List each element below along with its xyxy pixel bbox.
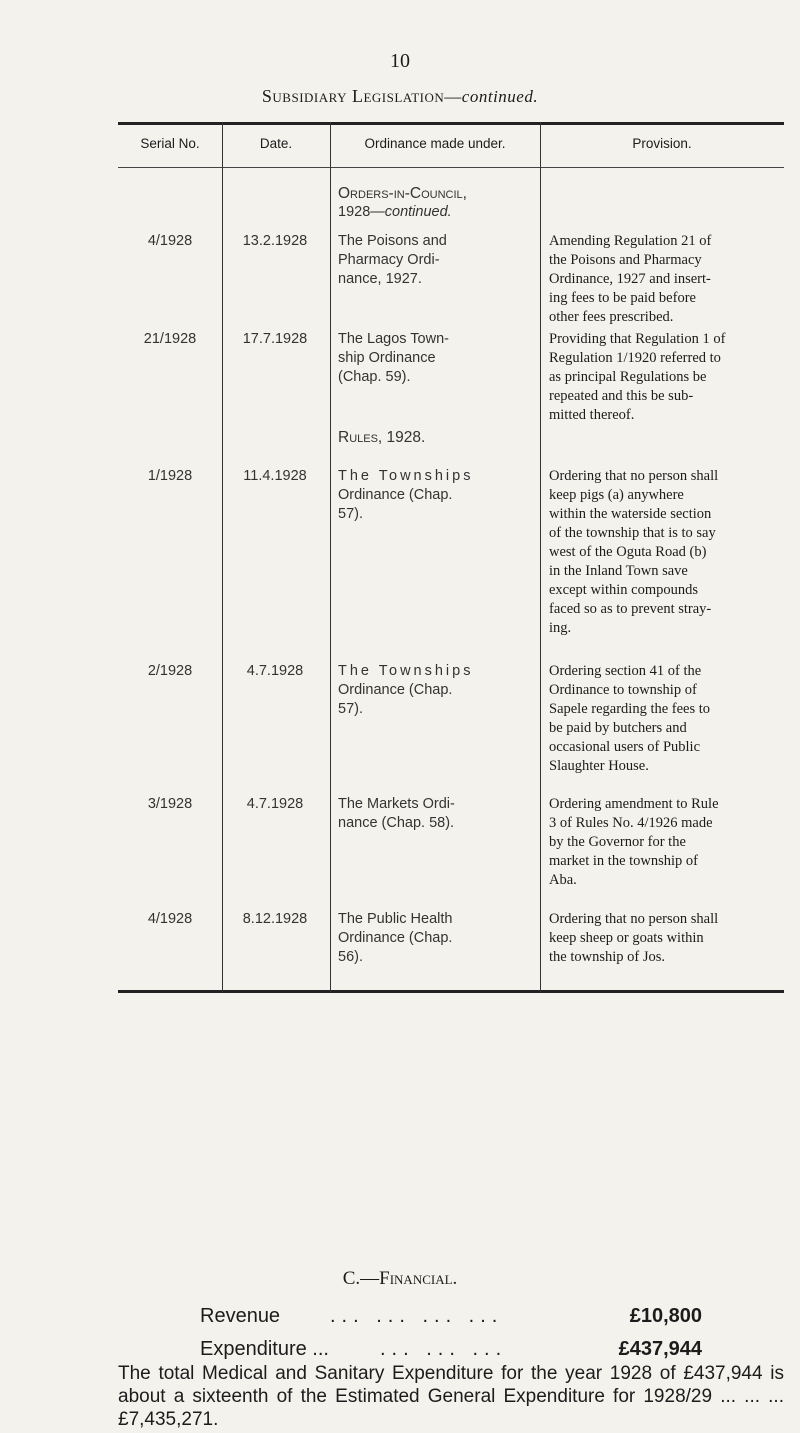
provision-line: other fees prescribed. xyxy=(549,309,674,325)
provision-line: within the waterside section xyxy=(549,506,712,522)
provision-line: market in the township of xyxy=(549,853,699,869)
table-row-provision xyxy=(549,910,784,967)
revenue-row xyxy=(200,1305,702,1328)
provision-line: in the Inland Town save xyxy=(549,563,688,579)
page-number: 10 xyxy=(390,50,410,72)
table-row-date: 4.7.1928 xyxy=(246,796,304,812)
column-divider-2 xyxy=(330,122,331,992)
section-orders-title: Orders-in-Council, xyxy=(338,185,467,202)
table-row-ordinance xyxy=(338,467,524,524)
table-row-serial: 21/1928 xyxy=(143,331,197,347)
section-rules-1928: Rules, 1928. xyxy=(338,429,426,446)
table-row-serial: 4/1928 xyxy=(147,233,193,249)
provision-line: Ordering that no person shall xyxy=(549,911,719,927)
provision-line: of the township that is to say xyxy=(549,525,716,541)
ordinance-line: The Markets Ordi- xyxy=(338,796,455,812)
provision-line: mitted thereof. xyxy=(549,407,635,423)
expenditure-leader: ... ... ... xyxy=(380,1338,508,1360)
provision-line: keep pigs (a) anywhere xyxy=(549,487,684,503)
provision-line: except within compounds xyxy=(549,582,699,598)
provision-line: west of the Oguta Road (b) xyxy=(549,544,707,560)
ordinance-line: The Townships xyxy=(338,468,474,484)
table-row-serial: 1/1928 xyxy=(147,468,193,484)
provision-line: repeated and this be sub- xyxy=(549,388,694,404)
provision-line: Slaughter House. xyxy=(549,758,649,774)
running-head-continued: continued. xyxy=(461,87,539,106)
table-row-provision xyxy=(549,662,784,776)
column-divider-3 xyxy=(540,122,541,992)
provision-line: Providing that Regulation 1 of xyxy=(549,331,726,347)
table-row-provision xyxy=(549,330,784,425)
provision-line: the Poisons and Pharmacy xyxy=(549,252,702,268)
table-row-date: 13.2.1928 xyxy=(242,233,308,249)
ordinance-line: The Poisons and xyxy=(338,233,447,249)
table-row-ordinance xyxy=(338,232,524,289)
provision-line: ing. xyxy=(549,620,572,636)
table-top-rule xyxy=(118,122,784,125)
ordinance-line: (Chap. 59). xyxy=(338,369,411,385)
table-row-date: 11.4.1928 xyxy=(243,468,307,484)
revenue-leader: ... ... ... ... xyxy=(330,1305,504,1327)
section-orders-in-council xyxy=(338,184,524,222)
table-row-provision xyxy=(549,232,784,327)
table-row-date: 8.12.1928 xyxy=(242,911,308,927)
running-head-title: Subsidiary Legislation xyxy=(261,86,445,106)
provision-line: as principal Regulations be xyxy=(549,369,707,385)
ordinance-line: 56). xyxy=(338,949,363,965)
header-date: Date. xyxy=(259,136,293,151)
provision-line: Regulation 1/1920 referred to xyxy=(549,350,721,366)
financial-title xyxy=(0,1268,800,1290)
revenue-amount: £10,800 xyxy=(629,1305,702,1327)
provision-line: 3 of Rules No. 4/1926 made xyxy=(549,815,713,831)
provision-line: Ordering that no person shall xyxy=(549,468,719,484)
provision-line: ing fees to be paid before xyxy=(549,290,696,306)
provision-line: Ordinance, 1927 and insert- xyxy=(549,271,711,287)
table-row-ordinance xyxy=(338,910,524,967)
expenditure-amount: £437,944 xyxy=(618,1338,702,1360)
column-divider-1 xyxy=(222,122,223,992)
table-row-ordinance xyxy=(338,330,524,387)
expenditure-label: Expenditure ... xyxy=(200,1338,329,1360)
table-row-ordinance xyxy=(338,662,524,719)
ordinance-line: 57). xyxy=(338,506,363,522)
table-row-ordinance xyxy=(338,795,524,833)
running-head xyxy=(0,86,800,107)
header-ordinance: Ordinance made under. xyxy=(364,136,506,151)
table-row-serial: 2/1928 xyxy=(147,663,193,679)
provision-line: faced so as to prevent stray- xyxy=(549,601,712,617)
table-row-date: 4.7.1928 xyxy=(246,663,304,679)
ordinance-line: nance, 1927. xyxy=(338,271,422,287)
provision-line: Aba. xyxy=(549,872,577,888)
ordinance-line: 57). xyxy=(338,701,363,717)
section-orders-continued: —continued. xyxy=(370,204,452,220)
ordinance-line: ship Ordinance xyxy=(338,350,436,366)
provision-line: be paid by butchers and xyxy=(549,720,687,736)
ordinance-line: The Townships xyxy=(338,663,474,679)
provision-line: by the Governor for the xyxy=(549,834,686,850)
provision-line: occasional users of Public xyxy=(549,739,701,755)
header-serial: Serial No. xyxy=(140,136,200,151)
provision-line: Ordering section 41 of the xyxy=(549,663,702,679)
header-bottom-rule xyxy=(118,167,784,168)
financial-title-prefix: C.— xyxy=(342,1268,380,1289)
table-row-provision xyxy=(549,467,784,638)
table-row-serial: 3/1928 xyxy=(147,796,193,812)
financial-title-text: Financial. xyxy=(379,1268,458,1289)
provision-line: keep sheep or goats within xyxy=(549,930,704,946)
ordinance-line: The Public Health xyxy=(338,911,453,927)
expenditure-paragraph: The total Medical and Sanitary Expenditure for the year 1928 of £437,944 is about a sixteenth of the Estimated General Expenditure for 1928/29 ... ... ... £7,435,271. xyxy=(118,1363,784,1430)
running-head-dash: — xyxy=(444,87,462,106)
table-bottom-rule xyxy=(118,990,784,993)
ordinance-line: Ordinance (Chap. xyxy=(338,930,453,946)
ordinance-line: nance (Chap. 58). xyxy=(338,815,455,831)
table-row-provision xyxy=(549,795,784,890)
table-row-serial: 4/1928 xyxy=(147,911,193,927)
ordinance-line: Ordinance (Chap. xyxy=(338,682,453,698)
header-provision: Provision. xyxy=(632,136,692,151)
section-orders-year: 1928 xyxy=(338,204,371,220)
provision-line: Sapele regarding the fees to xyxy=(549,701,711,717)
provision-line: Amending Regulation 21 of xyxy=(549,233,712,249)
ordinance-line: The Lagos Town- xyxy=(338,331,449,347)
table-row-date: 17.7.1928 xyxy=(242,331,308,347)
provision-line: Ordering amendment to Rule xyxy=(549,796,719,812)
expenditure-row xyxy=(200,1338,702,1361)
provision-line: the township of Jos. xyxy=(549,949,665,965)
provision-line: Ordinance to township of xyxy=(549,682,697,698)
revenue-label: Revenue xyxy=(200,1305,281,1327)
ordinance-line: Ordinance (Chap. xyxy=(338,487,453,503)
ordinance-line: Pharmacy Ordi- xyxy=(338,252,440,268)
